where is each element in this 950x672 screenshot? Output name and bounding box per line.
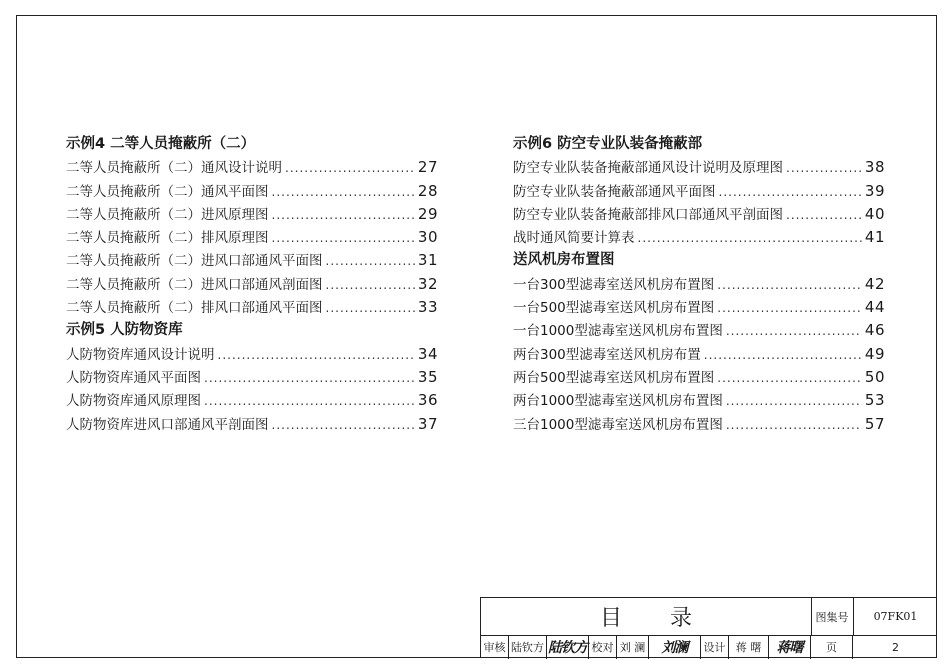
toc-entry-page: 33 (417, 298, 438, 317)
toc-entry-title: 人防物资库通风原理图 (66, 393, 201, 410)
dot-leader (218, 344, 415, 367)
toc-entry-title: 二等人员掩蔽所（二）通风平面图 (66, 183, 269, 200)
reviewer-name: 陆钦方 (509, 635, 547, 659)
title-block-sign-row (481, 635, 937, 659)
toc-entry-title: 防空专业队装备掩蔽部通风设计说明及原理图 (513, 160, 783, 177)
toc-entry[interactable] (513, 156, 885, 179)
toc-entry-page: 38 (864, 158, 885, 177)
sheet-title (481, 598, 812, 635)
toc-entry[interactable] (513, 296, 885, 319)
toc-entry[interactable] (66, 343, 438, 366)
toc-entry[interactable] (513, 203, 885, 226)
dot-leader (719, 181, 862, 204)
toc-entry[interactable] (66, 203, 438, 226)
toc-entry-title: 人防物资库通风平面图 (66, 369, 201, 386)
toc-entry-page: 39 (864, 181, 885, 200)
designer-name: 蒋 曙 (729, 635, 769, 659)
toc-entry-page: 31 (417, 251, 438, 270)
dot-leader (717, 274, 862, 297)
toc-entry-title: 二等人员掩蔽所（二）进风原理图 (66, 206, 269, 223)
toc-entry-page: 42 (864, 274, 885, 293)
dot-leader (726, 414, 862, 437)
dot-leader (204, 390, 415, 413)
sheet-title-char-2: 录 (670, 606, 693, 631)
toc-entry[interactable] (513, 389, 885, 412)
toc-entry[interactable] (513, 226, 885, 249)
review-label: 审核 (481, 635, 509, 659)
reviewer-signature: 陆钦方 (547, 635, 589, 659)
toc-entry-page: 44 (864, 298, 885, 317)
dot-leader (326, 250, 415, 273)
toc-entry-title: 一台1000型滤毒室送风机房布置图 (513, 323, 723, 340)
dot-leader (704, 344, 862, 367)
title-block-top-row (481, 598, 937, 636)
toc-entry[interactable] (66, 366, 438, 389)
toc-entry-title: 二等人员掩蔽所（二）进风口部通风剖面图 (66, 276, 323, 293)
dot-leader (272, 181, 415, 204)
toc-entry-title: 防空专业队装备掩蔽部通风平面图 (513, 183, 716, 200)
toc-entry[interactable] (513, 366, 885, 389)
toc-entry-title: 二等人员掩蔽所（二）排风原理图 (66, 230, 269, 247)
dot-leader (717, 297, 862, 320)
toc-entry-page: 35 (417, 367, 438, 386)
toc-entry[interactable] (66, 413, 438, 436)
toc-entry-title: 人防物资库通风设计说明 (66, 346, 215, 363)
toc-left-column (66, 133, 438, 436)
toc-entry-title: 防空专业队装备掩蔽部排风口部通风平剖面图 (513, 206, 783, 223)
toc-entry-page: 28 (417, 181, 438, 200)
toc-entry-title: 一台300型滤毒室送风机房布置图 (513, 276, 715, 293)
page-number: 2 (892, 640, 899, 654)
toc-entry-title: 三台1000型滤毒室送风机房布置图 (513, 416, 723, 433)
sheet-title-char-1: 目 (599, 606, 622, 631)
dot-leader (726, 390, 862, 413)
toc-entry-title: 一台500型滤毒室送风机房布置图 (513, 300, 715, 317)
checker-name: 刘 澜 (617, 635, 649, 659)
toc-entry[interactable] (66, 180, 438, 203)
toc-entry-title: 二等人员掩蔽所（二）排风口部通风平面图 (66, 300, 323, 317)
toc-entry-title: 两台300型滤毒室送风机房布置 (513, 346, 701, 363)
check-label: 校对 (589, 635, 617, 659)
toc-entry[interactable] (66, 296, 438, 319)
toc-entry-title: 二等人员掩蔽所（二）进风口部通风平面图 (66, 253, 323, 270)
toc-entry[interactable] (513, 180, 885, 203)
section-heading: 示例5 人防物资库 (66, 322, 183, 339)
toc-entry-page: 57 (864, 414, 885, 433)
toc-entry[interactable] (66, 156, 438, 179)
toc-entry[interactable] (513, 413, 885, 436)
design-label: 设计 (701, 635, 729, 659)
toc-entry[interactable] (66, 389, 438, 412)
checker-signature: 刘澜 (649, 635, 701, 659)
toc-entry-title: 人防物资库进风口部通风平剖面图 (66, 416, 269, 433)
dot-leader (717, 367, 862, 390)
toc-entry-page: 34 (417, 344, 438, 363)
toc-entry[interactable] (66, 226, 438, 249)
toc-entry-page: 46 (864, 321, 885, 340)
section-heading: 示例6 防空专业队装备掩蔽部 (513, 136, 703, 152)
dot-leader (285, 157, 415, 180)
dot-leader (272, 204, 415, 227)
toc-entry-page: 27 (417, 158, 438, 177)
toc-entry-page: 41 (864, 228, 885, 247)
toc-entry-page: 32 (417, 274, 438, 293)
section-heading: 送风机房布置图 (513, 252, 615, 269)
toc-entry-title: 两台1000型滤毒室送风机房布置图 (513, 393, 723, 410)
toc-entry-page: 36 (417, 391, 438, 410)
designer-signature: 蒋曙 (769, 635, 811, 659)
toc-entry-page: 53 (864, 391, 885, 410)
toc-entry-page: 30 (417, 228, 438, 247)
toc-right-column (513, 133, 885, 436)
toc-entry[interactable] (513, 319, 885, 342)
toc-entry-title: 战时通风简要计算表 (513, 230, 635, 247)
dot-leader (786, 204, 862, 227)
dot-leader (326, 297, 415, 320)
toc-entry-title: 两台500型滤毒室送风机房布置图 (513, 369, 715, 386)
title-block (480, 597, 937, 658)
page-label: 页 (811, 635, 853, 659)
toc-entry-page: 29 (417, 204, 438, 223)
dot-leader (638, 227, 862, 250)
atlas-number-label: 图集号 (811, 598, 854, 635)
dot-leader (726, 320, 862, 343)
toc-entry-page: 37 (417, 414, 438, 433)
toc-entry[interactable] (66, 273, 438, 296)
toc-entry[interactable] (66, 249, 438, 272)
dot-leader (204, 367, 415, 390)
toc-entry-page: 40 (864, 204, 885, 223)
toc-entry[interactable] (513, 273, 885, 296)
dot-leader (272, 414, 415, 437)
section-heading: 示例4 二等人员掩蔽所（二） (66, 136, 256, 152)
toc-entry-page: 50 (864, 367, 885, 386)
dot-leader (786, 157, 862, 180)
atlas-number-value: 07FK01 (873, 610, 918, 623)
dot-leader (326, 274, 415, 297)
toc-entry-title: 二等人员掩蔽所（二）通风设计说明 (66, 160, 282, 177)
toc-entry[interactable] (513, 343, 885, 366)
toc-entry-page: 49 (864, 344, 885, 363)
dot-leader (272, 227, 415, 250)
